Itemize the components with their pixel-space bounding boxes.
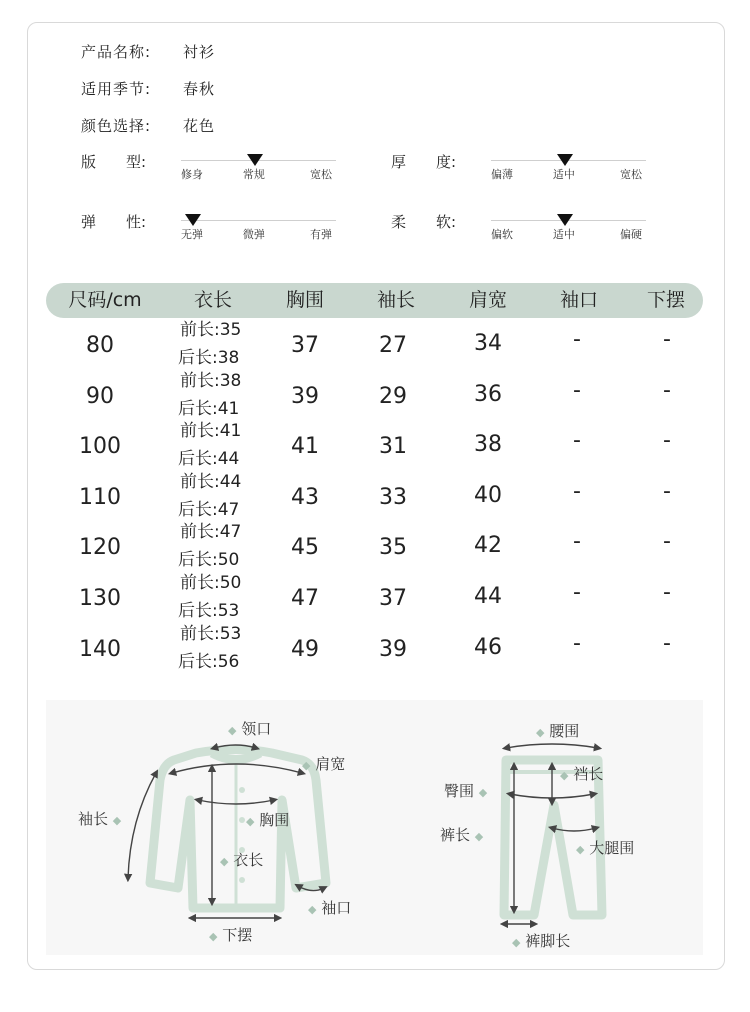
back-length-cell: 后长:44 [178,449,240,470]
chest-cell: 43 [291,484,319,510]
garment-illustration [46,700,703,955]
front-length-cell: 前长:35 [180,320,242,340]
back-length-cell: 后长:47 [178,499,240,520]
header-chest: 胸围 [285,289,325,311]
sleeve-cell: 29 [379,383,407,409]
cuff-cell: - [573,529,581,555]
diamond-icon: ◆ [112,814,122,827]
shoulder-cell: 46 [474,634,502,660]
hem-cell: - [663,580,671,605]
chest-cell: 45 [291,535,319,561]
front-length-cell: 前长:53 [180,623,242,644]
hem-label: ◆ 下摆 [209,926,253,944]
hem-cell: - [663,327,671,352]
shoulder-cell: 42 [474,533,502,559]
front-length-cell: 前长:41 [180,421,242,442]
season-row [81,78,215,99]
hem-cell: - [663,478,671,504]
sleeve-cell: 37 [379,586,407,611]
size-table-header [46,283,703,318]
color-label: 颜色选择: [81,117,152,135]
fit-option: 常规 [242,168,265,181]
diamond-icon: ◆ [474,830,484,843]
product-name-label: 产品名称: [81,43,152,61]
cuff-cell: - [573,478,581,504]
chest-cell: 49 [291,636,319,662]
color-row [81,115,215,136]
size-cell: 100 [79,434,121,460]
thickness-scale [491,151,646,191]
diamond-icon: ◆ [302,759,311,772]
season-label: 适用季节: [81,80,152,98]
elasticity-scale [181,211,336,251]
product-name-row [81,41,215,62]
back-length-cell: 后长:50 [178,550,240,571]
pants-length-label: 裤长 ◆ [440,826,484,844]
thickness-option: 偏薄 [491,168,513,181]
diamond-icon: ◆ [560,769,569,782]
elasticity-option: 微弹 [242,228,265,241]
softness-selected-marker-icon [557,214,573,226]
elasticity-option: 无弹 [181,228,203,241]
elasticity-option: 有弹 [310,228,332,241]
chest-label: ◆ 胸围 [246,811,290,829]
cuff-cell: - [573,428,581,454]
chest-cell: 37 [291,333,319,358]
thigh-label: ◆ 大腿围 [576,839,635,857]
header-cuff: 袖口 [559,289,599,311]
front-length-cell: 前长:44 [180,471,242,492]
thickness-selected-marker-icon [557,154,573,166]
softness-scale [491,211,646,251]
diamond-icon: ◆ [228,724,237,737]
elasticity-label: 弹 性: [81,213,147,231]
shoulder-label: ◆ 肩宽 [302,755,346,773]
cuff-cell: - [573,377,581,403]
elasticity-scale-line [181,220,336,221]
sleeve-cell: 39 [379,636,407,662]
season-value: 春秋 [183,80,216,98]
color-value: 花色 [183,117,216,135]
shirt-outline [150,750,326,909]
cuff-cell: - [573,630,581,656]
size-cell: 120 [79,535,121,561]
waist-label: ◆ 腰围 [536,722,580,740]
sleeve-label: 袖长 ◆ [78,810,122,828]
softness-option: 偏软 [491,228,513,241]
chest-cell: 41 [291,434,319,460]
shoulder-cell: 36 [474,381,502,407]
diamond-icon: ◆ [536,726,545,739]
diamond-icon: ◆ [246,815,255,828]
back-length-cell: 后长:38 [178,348,240,368]
fit-option: 宽松 [310,168,332,181]
diamond-icon: ◆ [308,903,317,916]
size-cell: 140 [79,636,121,662]
sleeve-cell: 33 [379,484,407,510]
size-cell: 130 [79,586,121,611]
measurement-diagram [46,700,703,955]
cuff-cell: - [573,580,581,605]
diamond-icon: ◆ [478,786,488,799]
shoulder-cell: 38 [474,432,502,458]
size-cell: 110 [79,484,121,510]
thickness-option: 适中 [552,168,575,181]
elasticity-selected-marker-icon [185,214,201,226]
leg-opening-label: ◆ 裤脚长 [512,932,571,950]
waist-arrow [506,744,598,748]
sleeve-cell: 35 [379,535,407,561]
sleeve-cell: 31 [379,434,407,460]
hem-cell: - [663,630,671,656]
softness-label: 柔 软: [391,213,457,231]
header-size: 尺码/cm [68,289,142,311]
hem-cell: - [663,377,671,403]
diamond-icon: ◆ [220,855,229,868]
product-name-value: 衬衫 [183,43,216,61]
hem-cell: - [663,529,671,555]
shoulder-cell: 34 [474,331,502,356]
front-length-cell: 前长:50 [180,573,242,593]
cuff-cell: - [573,327,581,352]
softness-option: 适中 [552,228,575,241]
back-length-cell: 后长:56 [178,651,240,672]
cuff-label: ◆ 袖口 [308,899,352,917]
thickness-option: 宽松 [620,168,642,181]
thickness-label: 厚 度: [391,153,457,171]
fit-option: 修身 [181,168,203,181]
fit-selected-marker-icon [247,154,263,166]
sleeve-cell: 27 [379,333,407,358]
back-length-cell: 后长:41 [178,398,240,419]
front-length-cell: 前长:38 [180,370,242,391]
softness-option: 偏硬 [620,228,642,241]
chest-cell: 39 [291,383,319,409]
fit-label: 版 型: [81,153,147,171]
back-length-cell: 后长:53 [178,601,240,621]
collar-label: ◆ 领口 [228,720,272,738]
size-cell: 90 [86,383,114,409]
header-shoulder: 肩宽 [468,289,508,311]
shoulder-cell: 44 [474,584,502,609]
header-hem: 下摆 [646,289,686,311]
header-length: 衣长 [193,289,233,311]
header-sleeve: 袖长 [376,289,416,311]
diamond-icon: ◆ [512,936,521,949]
chest-cell: 47 [291,586,319,611]
front-length-cell: 前长:47 [180,522,242,543]
hem-cell: - [663,428,671,454]
shoulder-cell: 40 [474,482,502,508]
size-cell: 80 [86,333,114,358]
length-label: ◆ 衣长 [220,851,264,869]
rise-label: ◆ 裆长 [560,765,604,783]
fit-scale [181,151,336,191]
hip-label: 臀围 ◆ [444,782,488,800]
diamond-icon: ◆ [209,930,218,943]
diamond-icon: ◆ [576,843,585,856]
